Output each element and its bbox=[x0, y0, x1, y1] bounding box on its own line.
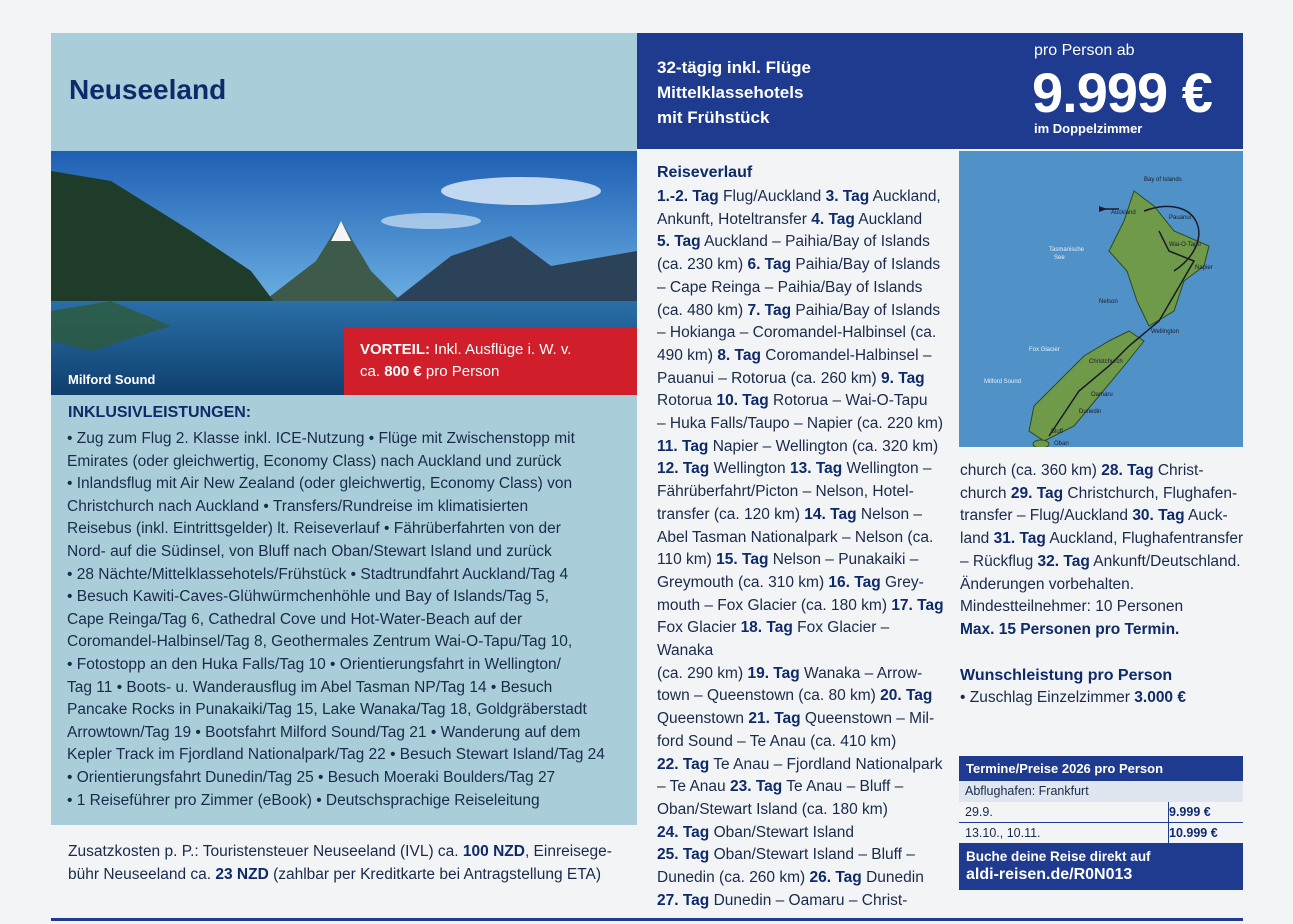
advantage-label: VORTEIL: bbox=[360, 341, 430, 358]
extra-costs-text: bühr Neuseeland ca. bbox=[68, 866, 212, 883]
itinerary-segment: Auckland bbox=[854, 210, 923, 228]
day-label: 22. Tag bbox=[657, 755, 710, 773]
itinerary-line bbox=[657, 663, 947, 686]
itinerary-segment: – Hokianga – Coromandel-Halbinsel (ca. bbox=[657, 324, 937, 342]
itinerary-line bbox=[657, 368, 947, 391]
itinerary-line bbox=[657, 708, 947, 731]
svg-text:Bluff: Bluff bbox=[1051, 429, 1063, 435]
svg-text:Nelson: Nelson bbox=[1099, 299, 1118, 305]
day-label: 9. Tag bbox=[881, 369, 925, 387]
booking-url[interactable]: aldi-reisen.de/R0N013 bbox=[966, 866, 1133, 883]
advantage-text-ca: ca. bbox=[360, 363, 381, 380]
inclusion-line: • Inlandsflug mit Air New Zealand (oder gleichwertig, Economy Class) von bbox=[67, 475, 573, 493]
itinerary-segment: Dunedin – Oamaru – Christ- bbox=[709, 891, 908, 909]
itinerary-segment: transfer (ca. 120 km) bbox=[657, 505, 805, 523]
itinerary-segment: (ca. 290 km) bbox=[657, 664, 748, 682]
trip-features bbox=[657, 55, 811, 130]
inclusion-line: • 1 Reiseführer pro Zimmer (eBook) • Deutschsprachige Reiseleitung bbox=[67, 791, 540, 809]
departure-airport: Abflughafen: Frankfurt bbox=[959, 781, 1243, 802]
ivl-amount: 100 NZD bbox=[462, 843, 525, 860]
itinerary-segment: Nelson – Punakaiki – bbox=[768, 551, 919, 569]
day-label: 16. Tag bbox=[828, 573, 881, 591]
advantage-box bbox=[344, 327, 637, 395]
svg-text:Oban: Oban bbox=[1054, 441, 1069, 447]
inclusion-line: • Zug zum Flug 2. Klasse inkl. ICE-Nutzung • Flüge mit Zwischenstopp mit bbox=[67, 430, 575, 447]
inclusion-line: Coromandel-Halbinsel/Tag 8, Geothermales Zentrum Wai-O-Tapu/Tag 10, bbox=[67, 633, 573, 651]
itinerary-line bbox=[960, 460, 1245, 483]
itinerary-line bbox=[657, 867, 947, 890]
svg-text:Napier: Napier bbox=[1195, 265, 1213, 271]
itinerary-segment: mouth – Fox Glacier (ca. 180 km) bbox=[657, 596, 892, 614]
svg-text:Dunedin: Dunedin bbox=[1079, 409, 1102, 415]
wish-item-amount: 3.000 € bbox=[1134, 689, 1186, 706]
day-label: 25. Tag bbox=[657, 846, 710, 864]
day-label: 23. Tag bbox=[729, 778, 783, 796]
page-title: Neuseeland bbox=[69, 74, 227, 105]
route-map bbox=[959, 151, 1243, 447]
itinerary-line bbox=[960, 619, 1245, 642]
day-label: 15. Tag bbox=[716, 551, 769, 569]
inclusion-line: Reisebus (inkl. Eintrittsgelder) lt. Reiseverlauf • Fährüberfahrten von der bbox=[67, 520, 561, 538]
itinerary-segment: transfer – Flug/Auckland bbox=[960, 507, 1133, 525]
day-label: 4. Tag bbox=[811, 210, 855, 228]
itinerary-line bbox=[657, 254, 947, 277]
svg-text:See: See bbox=[1054, 255, 1065, 261]
itinerary-segment: Christchurch, Flughafen- bbox=[1063, 484, 1238, 502]
itinerary-segment: Oban/Stewart Island – Bluff – bbox=[709, 846, 915, 864]
extra-costs bbox=[68, 840, 633, 886]
eta-amount: 23 NZD bbox=[215, 866, 269, 883]
itinerary-line bbox=[657, 300, 947, 323]
inclusion-line: • 28 Nächte/Mittelklassehotels/Frühstück • Stadtrundfahrt Auckland/Tag 4 bbox=[67, 565, 569, 583]
itinerary-line bbox=[657, 890, 947, 913]
itinerary-line bbox=[960, 596, 1245, 619]
feature-line: 32-tägig inkl. Flüge bbox=[657, 58, 811, 77]
itinerary-segment: Dunedin bbox=[861, 869, 924, 887]
day-label: Max. 15 Personen pro Termin. bbox=[960, 620, 1180, 638]
itinerary-line bbox=[657, 754, 947, 777]
itinerary-segment: Wellington – bbox=[842, 460, 932, 478]
inclusion-line: Christchurch nach Auckland • Transfers/Rundreise im klimatisierten bbox=[67, 497, 529, 515]
day-label: 21. Tag bbox=[748, 710, 801, 728]
day-label: 29. Tag bbox=[1010, 484, 1064, 502]
itinerary-segment: Grey- bbox=[880, 573, 924, 591]
itinerary-segment: Fox Glacier – Wanaka bbox=[657, 619, 890, 660]
itinerary-line bbox=[657, 231, 947, 254]
itinerary-segment: Oban/Stewart Island (ca. 180 km) bbox=[657, 800, 888, 818]
day-label: 20. Tag bbox=[880, 687, 933, 705]
prices-table bbox=[959, 756, 1243, 890]
itinerary-segment: Auck- bbox=[1184, 507, 1228, 525]
itinerary-segment: Mindestteilnehmer: 10 Personen bbox=[960, 598, 1184, 616]
itinerary-segment: Ankunft, Hoteltransfer bbox=[657, 210, 812, 228]
itinerary-line bbox=[657, 277, 947, 300]
itinerary-segment: Paihia/Bay of Islands bbox=[791, 301, 941, 319]
booking-text: Buche deine Reise direkt auf bbox=[966, 849, 1151, 864]
day-label: 14. Tag bbox=[804, 505, 857, 523]
itinerary-segment: Auckland – Paihia/Bay of Islands bbox=[700, 233, 930, 251]
inclusions-heading: INKLUSIVLEISTUNGEN: bbox=[68, 404, 252, 421]
svg-text:Christchurch: Christchurch bbox=[1089, 359, 1123, 365]
itinerary-segment: Fährüberfahrt/Picton – Nelson, Hotel- bbox=[657, 483, 914, 501]
itinerary-line bbox=[657, 527, 947, 550]
day-label: 6. Tag bbox=[747, 256, 792, 274]
inclusion-line: Cape Reinga/Tag 6, Cathedral Cove und Hot-Water-Beach auf der bbox=[67, 610, 523, 628]
itinerary-segment: ford Sound – Te Anau (ca. 410 km) bbox=[657, 732, 897, 750]
itinerary-segment: town – Queenstown (ca. 80 km) bbox=[657, 687, 881, 705]
wish-item bbox=[960, 689, 1186, 707]
itinerary-segment: church (ca. 360 km) bbox=[960, 462, 1102, 479]
inclusion-line: • Orientierungsfahrt Dunedin/Tag 25 • Besuch Moeraki Boulders/Tag 27 bbox=[67, 768, 556, 786]
itinerary-segment: Ankunft/Deutschland. bbox=[1089, 552, 1241, 570]
inclusion-line: Tag 11 • Boots- u. Wanderausflug im Abel Tasman NP/Tag 14 • Besuch bbox=[67, 678, 553, 696]
table-row bbox=[959, 823, 1243, 844]
day-label: 27. Tag bbox=[657, 891, 710, 909]
itinerary-line bbox=[657, 572, 947, 595]
day-label: 18. Tag bbox=[740, 619, 793, 637]
itinerary-segment: Napier – Wellington (ca. 320 km) bbox=[708, 437, 939, 455]
itinerary-line bbox=[657, 617, 947, 662]
itinerary-segment: Queenstown – Mil- bbox=[800, 710, 935, 728]
day-label: 1.-2. Tag bbox=[657, 188, 719, 205]
day-label: 5. Tag bbox=[657, 233, 701, 251]
svg-text:Wai-O-Tapu: Wai-O-Tapu bbox=[1169, 242, 1201, 248]
inclusion-line: Nord- auf die Südinsel, von Bluff nach Oban/Stewart Island und zurück bbox=[67, 542, 552, 560]
svg-text:Auckland: Auckland bbox=[1111, 210, 1136, 216]
svg-text:Pauanui: Pauanui bbox=[1169, 215, 1192, 221]
itinerary-segment: Auckland, Flughafentransfer bbox=[1045, 530, 1244, 548]
itinerary-segment: Paihia/Bay of Islands bbox=[791, 256, 941, 274]
price-suffix: im Doppelzimmer bbox=[1034, 121, 1143, 136]
day-label: 17. Tag bbox=[891, 596, 944, 614]
row-price: 10.999 € bbox=[1169, 826, 1218, 840]
itinerary-segment: Rotorua – Wai-O-Tapu bbox=[768, 392, 928, 410]
itinerary-line bbox=[657, 776, 947, 799]
itinerary-segment: Wellington bbox=[709, 460, 790, 478]
svg-text:Tasmanische: Tasmanische bbox=[1049, 247, 1085, 253]
day-label: 24. Tag bbox=[657, 823, 710, 841]
wish-heading: Wunschleistung pro Person bbox=[960, 667, 1173, 684]
itinerary-segment: land bbox=[960, 530, 994, 548]
itinerary-text-continued bbox=[960, 460, 1245, 642]
itinerary-line bbox=[960, 505, 1245, 528]
inclusion-line: Kepler Track im Fjordland Nationalpark/Tag 22 • Besuch Stewart Island/Tag 24 bbox=[67, 746, 605, 764]
row-dates: 13.10., 10.11. bbox=[965, 826, 1041, 840]
itinerary-segment: Wanaka – Arrow- bbox=[799, 664, 923, 682]
itinerary-heading: Reiseverlauf bbox=[657, 164, 753, 181]
itinerary-line bbox=[657, 390, 947, 413]
day-label: 19. Tag bbox=[747, 664, 800, 682]
itinerary-segment: 110 km) bbox=[657, 551, 717, 569]
itinerary-line bbox=[657, 436, 947, 459]
itinerary-segment: Pauanui – Rotorua (ca. 260 km) bbox=[657, 369, 882, 387]
svg-text:Fox Glacier: Fox Glacier bbox=[1029, 347, 1060, 353]
itinerary-line bbox=[657, 595, 947, 618]
bottom-rule bbox=[637, 918, 1243, 921]
itinerary-segment: Auckland, bbox=[869, 188, 941, 205]
day-label: 8. Tag bbox=[717, 346, 761, 364]
price: 9.999 € bbox=[1032, 61, 1212, 124]
advantage-amount: 800 € bbox=[384, 363, 422, 380]
itinerary-line bbox=[960, 483, 1245, 506]
table-row bbox=[959, 802, 1243, 823]
itinerary-segment: Dunedin (ca. 260 km) bbox=[657, 869, 810, 887]
feature-line: Mittelklassehotels bbox=[657, 83, 804, 102]
itinerary-segment: 490 km) bbox=[657, 346, 718, 364]
svg-text:Milford Sound: Milford Sound bbox=[984, 379, 1022, 385]
itinerary-segment: church bbox=[960, 484, 1011, 502]
day-label: 31. Tag bbox=[993, 530, 1046, 548]
itinerary-segment: – Rückflug bbox=[960, 552, 1038, 570]
photo-caption: Milford Sound bbox=[68, 372, 156, 387]
inclusion-line: Arrowtown/Tag 19 • Bootsfahrt Milford Sound/Tag 21 • Wanderung auf dem bbox=[67, 723, 581, 741]
svg-text:Bay of Islands: Bay of Islands bbox=[1144, 177, 1182, 183]
itinerary-segment: Nelson – bbox=[856, 505, 923, 523]
itinerary-line bbox=[657, 458, 947, 481]
itinerary-line bbox=[657, 481, 947, 504]
itinerary-line bbox=[657, 413, 947, 436]
wish-item-text: • Zuschlag Einzelzimmer bbox=[960, 689, 1130, 706]
itinerary-line bbox=[657, 504, 947, 527]
itinerary-segment: Queenstown bbox=[657, 710, 749, 728]
day-label: 32. Tag bbox=[1037, 552, 1090, 570]
itinerary-segment: Te Anau – Fjordland Nationalpark bbox=[709, 755, 943, 773]
day-label: 10. Tag bbox=[716, 392, 769, 410]
inclusion-line: • Besuch Kawiti-Caves-Glühwürmchenhöhle und Bay of Islands/Tag 5, bbox=[67, 588, 549, 606]
itinerary-segment: Christ- bbox=[1153, 462, 1204, 479]
itinerary-segment: – Huka Falls/Taupo – Napier (ca. 220 km) bbox=[657, 415, 944, 433]
day-label: 13. Tag bbox=[789, 460, 843, 478]
row-price: 9.999 € bbox=[1169, 805, 1211, 819]
svg-text:Wellington: Wellington bbox=[1151, 329, 1179, 335]
row-dates: 29.9. bbox=[965, 805, 993, 819]
extra-costs-text: Zusatzkosten p. P.: Touristensteuer Neuseeland (IVL) ca. bbox=[68, 843, 459, 860]
itinerary-segment: (ca. 480 km) bbox=[657, 301, 748, 319]
itinerary-segment: Abel Tasman Nationalpark – Nelson (ca. bbox=[657, 528, 934, 546]
itinerary-line bbox=[960, 574, 1245, 597]
price-prefix: pro Person ab bbox=[1034, 42, 1135, 59]
itinerary-segment: Rotorua bbox=[657, 392, 717, 410]
inclusion-line: Pancake Rocks in Punakaiki/Tag 15, Lake Wanaka/Tag 18, Goldgräberstadt bbox=[67, 701, 587, 719]
itinerary-line bbox=[657, 685, 947, 708]
itinerary-line bbox=[960, 528, 1245, 551]
itinerary-segment: Fox Glacier bbox=[657, 619, 741, 637]
day-label: 30. Tag bbox=[1132, 507, 1185, 525]
prices-table-heading: Termine/Preise 2026 pro Person bbox=[959, 756, 1243, 781]
inclusion-line: • Fotostopp an den Huka Falls/Tag 10 • Orientierungsfahrt in Wellington/ bbox=[67, 655, 561, 673]
inclusion-line: Emirates (oder gleichwertig, Economy Class) nach Auckland und zurück bbox=[67, 452, 562, 470]
itinerary-segment: Greymouth (ca. 310 km) bbox=[657, 573, 829, 591]
itinerary-line bbox=[657, 549, 947, 572]
advantage-text: Inkl. Ausflüge i. W. v. bbox=[434, 341, 572, 358]
itinerary-line bbox=[657, 844, 947, 867]
day-label: 7. Tag bbox=[747, 301, 792, 319]
bottom-rule bbox=[51, 918, 637, 921]
booking-box[interactable] bbox=[959, 844, 1243, 890]
itinerary-text bbox=[657, 186, 947, 913]
itinerary-segment: Flug/Auckland bbox=[718, 188, 826, 205]
itinerary-segment: – Te Anau bbox=[657, 778, 730, 796]
feature-line: mit Frühstück bbox=[657, 108, 770, 127]
day-label: 3. Tag bbox=[825, 188, 870, 205]
itinerary-line bbox=[657, 345, 947, 368]
svg-text:Oamaru: Oamaru bbox=[1091, 392, 1113, 398]
itinerary-line bbox=[657, 822, 947, 845]
itinerary-line bbox=[657, 731, 947, 754]
extra-costs-text: (zahlbar per Kreditkarte bei Antragstellung ETA) bbox=[268, 866, 602, 883]
day-label: 12. Tag bbox=[657, 460, 710, 478]
itinerary-segment: Oban/Stewart Island bbox=[709, 823, 855, 841]
advantage-text-person: pro Person bbox=[425, 363, 500, 380]
itinerary-segment: Änderungen vorbehalten. bbox=[960, 575, 1135, 593]
inclusions-text bbox=[67, 428, 627, 812]
day-label: 26. Tag bbox=[809, 869, 862, 887]
itinerary-line bbox=[657, 322, 947, 345]
itinerary-segment: Coromandel-Halbinsel – bbox=[760, 346, 932, 364]
itinerary-line bbox=[657, 186, 947, 209]
itinerary-line bbox=[657, 799, 947, 822]
day-label: 28. Tag bbox=[1101, 462, 1154, 479]
day-label: 11. Tag bbox=[657, 437, 709, 455]
extra-costs-text: , Einreisege- bbox=[524, 843, 612, 860]
itinerary-segment: (ca. 230 km) bbox=[657, 256, 748, 274]
itinerary-line bbox=[657, 209, 947, 232]
itinerary-segment: – Cape Reinga – Paihia/Bay of Islands bbox=[657, 278, 923, 296]
itinerary-segment: Te Anau – Bluff – bbox=[782, 778, 904, 796]
itinerary-line bbox=[960, 551, 1245, 574]
